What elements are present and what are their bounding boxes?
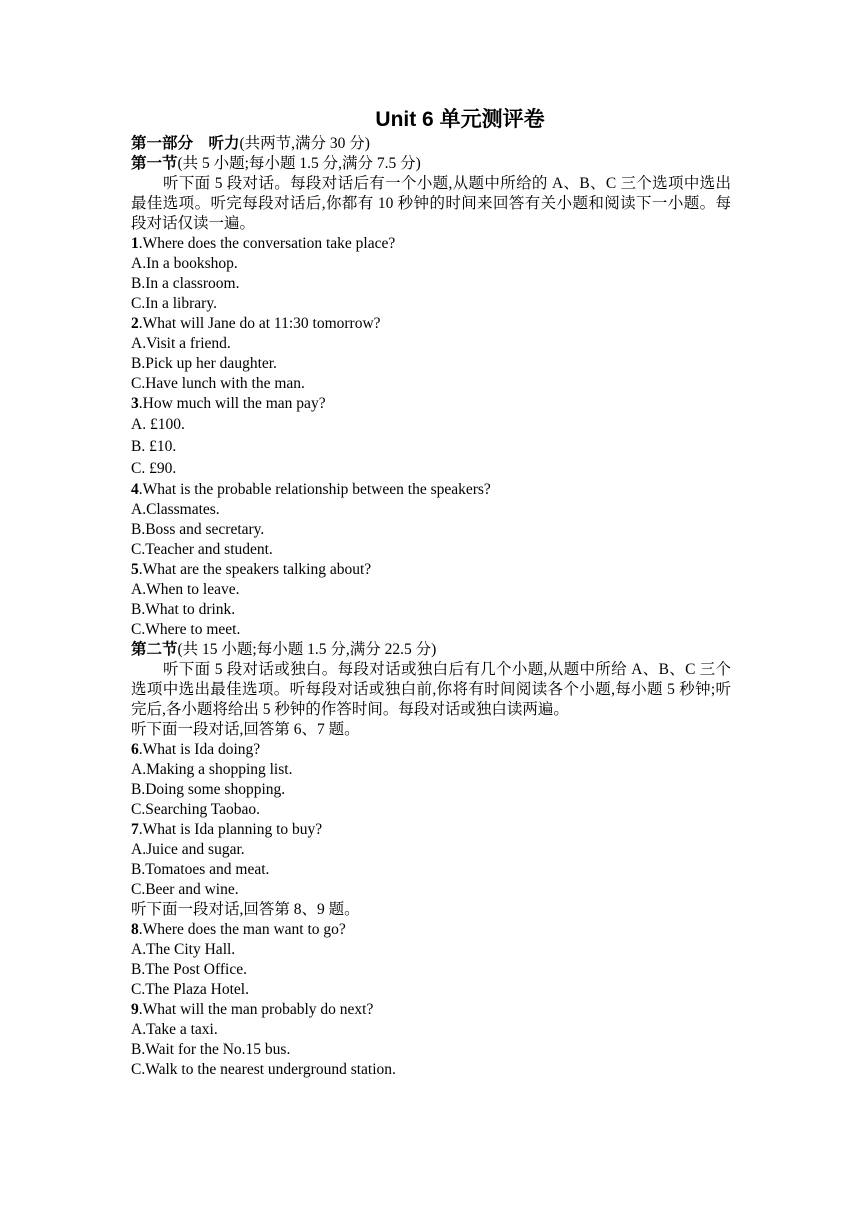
page-title: Unit 6 单元测评卷: [375, 108, 545, 131]
question-stem: [131, 560, 731, 580]
option-a: A.Visit a friend.: [131, 335, 231, 352]
question-stem: [131, 480, 731, 500]
question-text: .Where does the conversation take place?: [138, 235, 396, 252]
option-a: A.Classmates.: [131, 501, 220, 518]
question-1: [131, 234, 731, 314]
section2-heading: [131, 640, 731, 660]
question-number: 7: [131, 821, 139, 838]
option-b: B.What to drink.: [131, 601, 236, 618]
question-7: [131, 820, 731, 900]
part1-heading-detail: (共两节,满分 30 分): [239, 135, 370, 152]
option-c: C.Walk to the nearest underground station.: [131, 1061, 396, 1078]
option-a: A.The City Hall.: [131, 941, 236, 958]
question-number: 1: [131, 235, 139, 252]
question-stem: [131, 920, 731, 940]
option-c: C.Beer and wine.: [131, 881, 239, 898]
option-c: C.The Plaza Hotel.: [131, 981, 249, 998]
question-number: 5: [131, 561, 139, 578]
exam-page: [131, 106, 731, 1080]
option-b: B.The Post Office.: [131, 961, 247, 978]
question-2: [131, 314, 731, 394]
section1-heading-detail: (共 5 小题;每小题 1.5 分,满分 7.5 分): [177, 155, 421, 172]
section2-heading-label: 第二节: [131, 641, 178, 658]
question-text: .What will the man probably do next?: [138, 1001, 374, 1018]
question-text: .What is Ida doing?: [138, 741, 261, 758]
question-stem: [131, 820, 731, 840]
option-a: A.Juice and sugar.: [131, 841, 245, 858]
option-c: C.Where to meet.: [131, 621, 241, 638]
question-text: .What is Ida planning to buy?: [138, 821, 323, 838]
option-b: B.Wait for the No.15 bus.: [131, 1041, 291, 1058]
section2-heading-detail: (共 15 小题;每小题 1.5 分,满分 22.5 分): [177, 641, 437, 658]
question-stem: [131, 234, 731, 254]
question-number: 2: [131, 315, 139, 332]
option-b: B.Boss and secretary.: [131, 521, 265, 538]
question-stem: [131, 740, 731, 760]
question-text: .What will Jane do at 11:30 tomorrow?: [138, 315, 381, 332]
question-6: [131, 740, 731, 820]
question-number: 3: [131, 395, 139, 412]
option-c: C.Searching Taobao.: [131, 801, 261, 818]
question-number: 8: [131, 921, 139, 938]
section1-heading: [131, 154, 731, 174]
section1-instructions: 听下面 5 段对话。每段对话后有一个小题,从题中所给的 A、B、C 三个选项中选出最佳选项。听完每段对话后,你都有 10 秒钟的时间来回答有关小题和阅读下一小题。每段对话仅读一遍。: [131, 175, 731, 232]
part1-heading-label: 第一部分 听力: [131, 135, 240, 152]
option-b: B. £10.: [131, 438, 177, 455]
question-number: 9: [131, 1001, 139, 1018]
question-text: .What are the speakers talking about?: [138, 561, 372, 578]
question-9: [131, 1000, 731, 1080]
question-text: .What is the probable relationship between the speakers?: [138, 481, 491, 498]
option-c: C. £90.: [131, 460, 177, 477]
option-b: B.Doing some shopping.: [131, 781, 286, 798]
option-a: A.Making a shopping list.: [131, 761, 293, 778]
option-a: A. £100.: [131, 416, 185, 433]
question-number: 6: [131, 741, 139, 758]
question-stem: [131, 314, 731, 334]
question-text: .How much will the man pay?: [138, 395, 326, 412]
question-stem: [131, 394, 731, 414]
question-4: [131, 480, 731, 560]
option-a: A.When to leave.: [131, 581, 240, 598]
option-a: A.Take a taxi.: [131, 1021, 218, 1038]
option-c: C.Have lunch with the man.: [131, 375, 305, 392]
lead-in-6-7: 听下面一段对话,回答第 6、7 题。: [131, 721, 360, 738]
lead-in-8-9: 听下面一段对话,回答第 8、9 题。: [131, 901, 360, 918]
option-c: C.In a library.: [131, 295, 217, 312]
part1-heading: [131, 134, 731, 154]
question-text: .Where does the man want to go?: [138, 921, 346, 938]
question-5: [131, 560, 731, 640]
option-c: C.Teacher and student.: [131, 541, 273, 558]
question-8: [131, 920, 731, 1000]
section1-heading-label: 第一节: [131, 155, 178, 172]
option-b: B.Pick up her daughter.: [131, 355, 277, 372]
option-b: B.Tomatoes and meat.: [131, 861, 270, 878]
option-b: B.In a classroom.: [131, 275, 240, 292]
section2-instructions: 听下面 5 段对话或独白。每段对话或独白后有几个小题,从题中所给 A、B、C 三个选项中选出最佳选项。听每段对话或独白前,你将有时间阅读各个小题,每小题 5 秒钟;听完后,各小题将给出 5 秒钟的作答时间。每段对话或独白读两遍。: [131, 661, 731, 718]
question-stem: [131, 1000, 731, 1020]
option-a: A.In a bookshop.: [131, 255, 238, 272]
question-3: [131, 394, 731, 480]
question-number: 4: [131, 481, 139, 498]
